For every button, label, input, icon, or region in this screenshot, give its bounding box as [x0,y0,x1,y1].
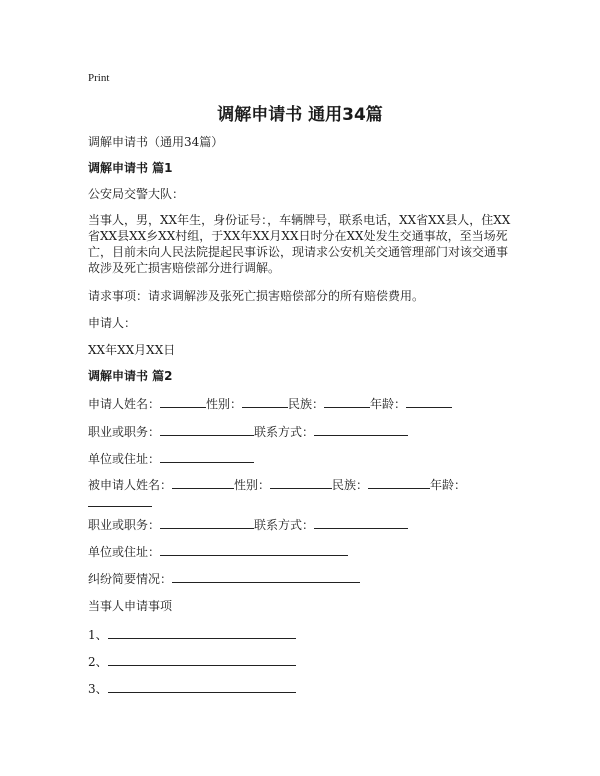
applicant-occupation-row [88,423,408,440]
gender2-label: 性别： [234,478,271,492]
section1-heading: 调解申请书 篇1 [88,161,173,175]
age2-blank[interactable] [88,494,152,507]
age-blank[interactable] [406,395,452,408]
address-label: 单位或住址： [88,452,161,466]
address2-blank[interactable] [160,543,348,556]
matter-item-1-number: 1、 [88,628,108,642]
dispute-blank[interactable] [172,570,360,583]
ethnicity2-label: 民族： [332,478,369,492]
document-title: 调解申请书 通用34篇 [217,105,383,125]
address2-label: 单位或住址： [88,545,161,559]
applicant-address-row [88,450,254,467]
age-label: 年龄： [370,397,407,411]
contact-blank[interactable] [314,423,408,436]
matter-item-1 [88,626,296,643]
section1-date: XX年XX月XX日 [88,343,176,357]
document-subtitle: 调解申请书（通用34篇） [88,135,224,149]
gender2-blank[interactable] [270,476,332,489]
respondent-info-row [88,476,466,493]
contact2-blank[interactable] [314,516,408,529]
matter-item-2 [88,653,296,670]
dispute-row [88,570,360,587]
ethnicity-blank[interactable] [324,395,370,408]
age2-label: 年龄： [430,478,467,492]
occupation-label: 职业或职务： [88,425,161,439]
respondent-name-blank[interactable] [172,476,234,489]
occupation2-blank[interactable] [160,516,254,529]
respondent-name-label: 被申请人姓名： [88,478,173,492]
section1-applicant: 申请人： [88,316,137,330]
matter-item-3-blank[interactable] [108,680,296,693]
contact-label: 联系方式： [254,425,315,439]
matter-item-2-number: 2、 [88,655,108,669]
applicant-name-blank[interactable] [160,395,206,408]
ethnicity-label: 民族： [288,397,325,411]
section1-addressee: 公安局交警大队： [88,187,185,201]
ethnicity2-blank[interactable] [368,476,430,489]
occupation2-label: 职业或职务： [88,518,161,532]
section1-body: 当事人，男，XX年生，身份证号：，车辆牌号，联系电话，XX省XX县人，住XX省XX县XX乡XX村组，于XX年XX月XX日时分在XX处发生交通事故，至当场死亡，目前未向人民法院提起民事诉讼，现请求公安机关交通管理部门对该交通事故涉及死亡损害赔偿部分进行调解。 [88,213,511,275]
gender-label: 性别： [206,397,243,411]
matters-heading: 当事人申请事项 [88,599,173,613]
applicant-name-label: 申请人姓名： [88,397,161,411]
contact2-label: 联系方式： [254,518,315,532]
gender-blank[interactable] [242,395,288,408]
section1-request: 请求事项：请求调解涉及张死亡损害赔偿部分的所有赔偿费用。 [88,289,425,303]
print-label: Print [88,72,110,84]
respondent-address-row [88,543,348,560]
matter-item-1-blank[interactable] [108,626,296,639]
matter-item-3 [88,680,296,697]
section2-heading: 调解申请书 篇2 [88,369,173,383]
respondent-occupation-row [88,516,408,533]
occupation-blank[interactable] [160,423,254,436]
matter-item-3-number: 3、 [88,682,108,696]
applicant-info-row [88,395,452,412]
respondent-age-row [88,494,152,511]
address-blank[interactable] [160,450,254,463]
dispute-label: 纠纷简要情况： [88,572,173,586]
matter-item-2-blank[interactable] [108,653,296,666]
